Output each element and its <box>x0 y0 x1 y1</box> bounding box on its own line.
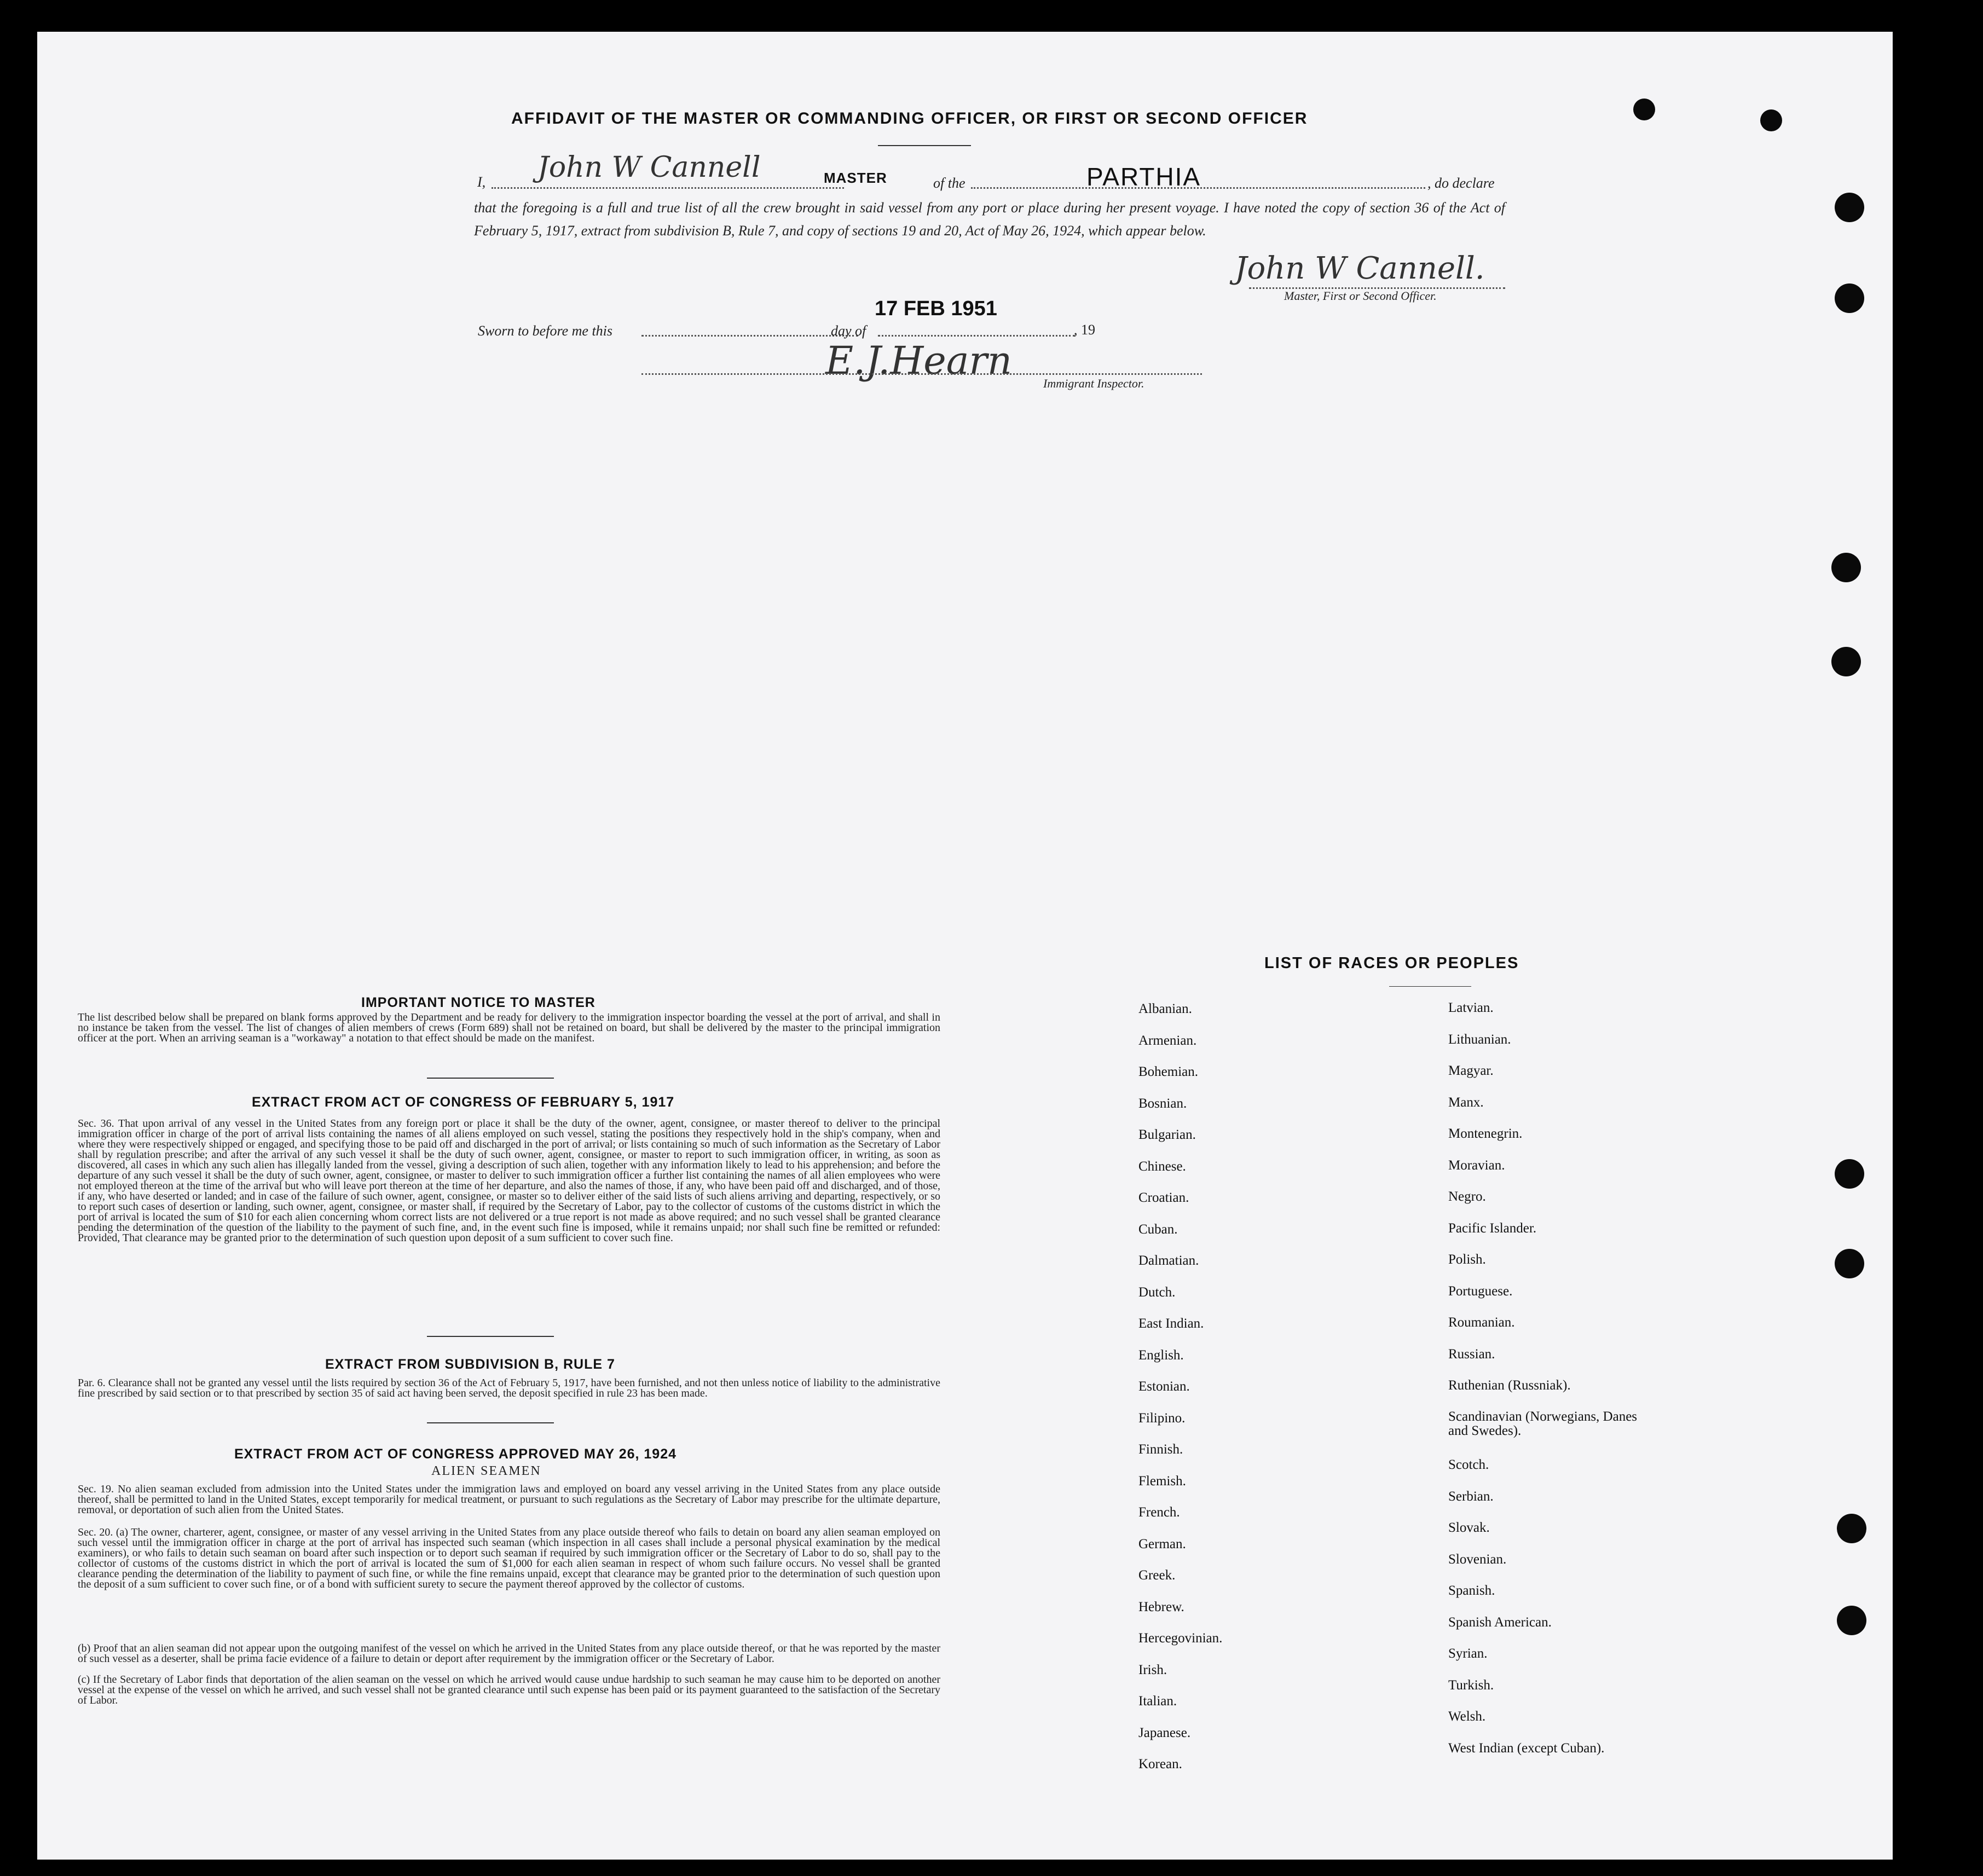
race-item: Armenian. <box>1138 1033 1197 1048</box>
race-item: Filipino. <box>1138 1411 1186 1426</box>
sec-19-text: Sec. 19. No alien seaman excluded from admission into the United States under the immigration laws and employed on board any vessel arriving in the United States from any place outside thereof, shall be permitted to land in the United States, except temporarily for medical treatment, or pursuant to such regulations as the Secretary of Labor may prescribe for the ultimate departure, removal, or deportation of such alien from the United States. <box>78 1483 940 1516</box>
inspector-signature: E.J.Hearn <box>825 338 1012 383</box>
divider <box>878 145 971 146</box>
race-item: Ruthenian (Russniak). <box>1448 1378 1571 1393</box>
punch-hole <box>1831 647 1861 676</box>
extract-1917-title: EXTRACT FROM ACT OF CONGRESS OF FEBRUARY 5, 1917 <box>252 1095 675 1110</box>
race-item: English. <box>1138 1348 1184 1363</box>
race-item: Cuban. <box>1138 1222 1178 1237</box>
race-item: Russian. <box>1448 1347 1495 1362</box>
race-item: Greek. <box>1138 1568 1176 1583</box>
race-item: Finnish. <box>1138 1442 1183 1457</box>
master-name-handwriting: John W Cannell <box>537 151 761 184</box>
divider <box>1389 986 1471 987</box>
race-item: Polish. <box>1448 1252 1486 1267</box>
race-item: Bulgarian. <box>1138 1127 1196 1142</box>
notice-title: IMPORTANT NOTICE TO MASTER <box>361 995 596 1010</box>
vessel-name: PARTHIA <box>1086 163 1201 191</box>
races-title: LIST OF RACES OR PEOPLES <box>1264 954 1519 972</box>
master-caption: Master, First or Second Officer. <box>1284 289 1437 303</box>
sworn-line <box>641 335 858 337</box>
sworn-label: Sworn to before me this <box>478 323 613 339</box>
race-item: Estonian. <box>1138 1379 1190 1394</box>
race-item: Bosnian. <box>1138 1096 1187 1111</box>
race-item: Slovenian. <box>1448 1552 1507 1567</box>
punch-hole <box>1835 283 1864 313</box>
race-item: Albanian. <box>1138 1001 1192 1016</box>
inspector-caption: Immigrant Inspector. <box>1043 377 1144 390</box>
race-item: Slovak. <box>1448 1520 1490 1535</box>
race-item: Latvian. <box>1448 1000 1494 1015</box>
punch-hole <box>1837 1514 1866 1543</box>
document-sheet <box>37 32 1893 1860</box>
race-item: Chinese. <box>1138 1159 1186 1174</box>
race-item: Negro. <box>1448 1189 1486 1204</box>
race-item: West Indian (except Cuban). <box>1448 1741 1605 1756</box>
punch-hole <box>1835 1249 1864 1278</box>
race-item: Flemish. <box>1138 1474 1186 1489</box>
race-item: French. <box>1138 1505 1180 1520</box>
name-line <box>492 187 844 189</box>
race-item: Welsh. <box>1448 1709 1486 1724</box>
affidavit-i: I, <box>477 174 486 190</box>
race-item: Hebrew. <box>1138 1600 1184 1614</box>
day-line <box>878 335 1075 337</box>
race-item: Spanish American. <box>1448 1615 1552 1630</box>
race-item: Serbian. <box>1448 1489 1494 1504</box>
sec-20c-text: (c) If the Secretary of Labor finds that deportation of the alien seaman on the vessel on which he arrived would cause undue hardship to such seaman he may cause him to be deported on another vessel at the expense of the vessel on which he arrived, and such vessel shall not be granted clearance until such expense has been paid or its payment guaranteed to the satisfaction of the Secretary of Labor. <box>78 1674 940 1706</box>
race-item: Spanish. <box>1448 1583 1495 1598</box>
race-item: Pacific Islander. <box>1448 1221 1537 1236</box>
race-item: Montenegrin. <box>1448 1126 1523 1141</box>
race-item: East Indian. <box>1138 1316 1204 1331</box>
of-the-label: of the <box>933 175 966 191</box>
alien-seamen-subtitle: ALIEN SEAMEN <box>431 1464 541 1478</box>
sec-20a-text: Sec. 20. (a) The owner, charterer, agent, consignee, or master of any vessel arriving in the United States from any place outside thereof who fails to detain on board any alien seaman employed on such vessel until the immigration officer in charge at the port of arrival has inspected such seaman (which inspection in all cases shall include a personal physical examination by the medical examiners), or who fails to detain such seaman on board after such inspection or to deport such seaman if required by such immigration officer or the Secretary of Labor to do so, shall pay to the collector of customs of the customs district in which the port of arrival is located the sum of $1,000 for each alien seaman in respect of whom such failure occurs. No vessel shall be granted clearance pending the determination of the liability to payment of such fine, or while the fine remains unpaid, except that clearance may be granted prior to the determination of such question upon the deposit of a sum sufficient to cover such fine, or of a bond with sufficient surety to secure the payment thereof approved by the collector of customs. <box>78 1526 940 1590</box>
race-item: Bohemian. <box>1138 1064 1199 1079</box>
race-item: Korean. <box>1138 1757 1182 1771</box>
divider <box>427 1336 554 1337</box>
rank-stamp: MASTER <box>824 170 887 186</box>
race-item: Dalmatian. <box>1138 1253 1199 1268</box>
do-declare: , do declare <box>1427 175 1495 191</box>
extract-1924-title: EXTRACT FROM ACT OF CONGRESS APPROVED MAY 26, 1924 <box>234 1446 677 1462</box>
race-item: Japanese. <box>1138 1726 1191 1740</box>
race-item: Irish. <box>1138 1663 1167 1677</box>
divider <box>427 1078 554 1079</box>
punch-hole <box>1831 553 1861 582</box>
punch-hole <box>1835 1159 1864 1189</box>
race-item: Scandinavian (Norwegians, Danes and Swedes). <box>1448 1409 1638 1438</box>
notice-text: The list described below shall be prepared on blank forms approved by the Department and be ready for delivery to the immigration inspector boarding the vessel at the port of arrival, and shall in no instance be taken from the vessel. The list of changes of alien members of crews (Form 689) shall not be retained on board, but shall be delivered by the master to the principal immigration officer at the port. When an arriving seaman is a "workaway" a notation to that effect should be made on the manifest. <box>78 1011 940 1044</box>
race-item: Croatian. <box>1138 1190 1189 1205</box>
date-stamp: 17 FEB 1951 <box>875 297 997 320</box>
race-item: Hercegovinian. <box>1138 1631 1223 1646</box>
sec-20b-text: (b) Proof that an alien seaman did not appear upon the outgoing manifest of the vessel on which he arrived in the United States from any place outside thereof, or that he was reported by the master of such vessel as a deserter, shall be prima facie evidence of a failure to detain or deport after requirement by the immigration officer or the Secretary of Labor. <box>78 1642 940 1665</box>
extract-1917-text: Sec. 36. That upon arrival of any vessel in the United States from any foreign port or place it shall be the duty of the owner, agent, consignee, or master thereof to deliver to the principal immigration officer in charge of the port of arrival lists containing the names of all aliens employed on such vessel, stating the positions they respectively hold in the ship's company, when and where they were respectively shipped or engaged, and specifying those to be paid off and discharged in the port of arrival; or lists containing so much of such information as the Secretary of Labor shall by regulation prescribe; and after the arrival of any such vessel it shall be the duty of such owner, agent, consignee, or master to report to such immigration officer, in writing, as soon as discovered, all cases in which any such alien has illegally landed from the vessel, giving a description of such alien, together with any information likely to lead to his apprehension; and before the departure of any such vessel it shall be the duty of such owner, agent, consignee, or master to deliver to such immigration officer a further list containing the names of all alien employees who were not employed thereon at the time of the arrival but who will leave port thereon at the time of her departure, and also the names of those, if any, who have been paid off and discharged, and of those, if any, who have deserted or landed; and in case of the failure of such owner, agent, consignee, or master so to deliver either of the said lists of such aliens arriving and departing, respectively, or so to report such cases of desertion or landing, such owner, agent, consignee, or master shall, if required by the Secretary of Labor, pay to the collector of customs of the customs district in which the port of arrival is located the sum of $10 for each alien concerning whom correct lists are not delivered or a true report is not made as above required; and no such vessel shall be granted clearance pending the determination of the question of the liability to the payment of such fine, and, in the event such fine is imposed, while it remains unpaid; nor shall such fine be remitted or refunded: Provided, That clearance may be granted prior to the determination of such question upon deposit of a sum sufficient to cover such fine. <box>78 1118 940 1244</box>
race-item: Roumanian. <box>1448 1315 1515 1330</box>
punch-hole <box>1835 193 1864 222</box>
extract-rule7-title: EXTRACT FROM SUBDIVISION B, RULE 7 <box>325 1357 615 1372</box>
extract-rule7-text: Par. 6. Clearance shall not be granted any vessel until the lists required by section 36 of the Act of February 5, 1917, have been furnished, and not then unless notice of liability to the administrative fine prescribed by said section or to that prescribed by section 35 of said act having been served, the deposit specified in rule 23 has been made. <box>78 1377 940 1399</box>
race-item: Lithuanian. <box>1448 1032 1511 1047</box>
master-signature: John W Cannell. <box>1235 251 1485 286</box>
divider <box>427 1422 554 1423</box>
race-item: Syrian. <box>1448 1646 1488 1661</box>
race-item: German. <box>1138 1537 1186 1551</box>
punch-hole <box>1837 1606 1866 1635</box>
race-item: Dutch. <box>1138 1285 1176 1300</box>
race-item: Scotch. <box>1448 1457 1489 1472</box>
race-item: Turkish. <box>1448 1678 1494 1693</box>
punch-hole <box>1760 109 1782 131</box>
punch-hole <box>1633 99 1655 120</box>
affidavit-text: that the foregoing is a full and true list of all the crew brought in said vessel from any port or place during her present voyage. I have noted the copy of section 36 of the Act of February 5, 1917, extract from subdivision B, Rule 7, and copy of sections 19 and 20, Act of May 26, 1924, which appear below. <box>474 200 1505 239</box>
year-prefix: , 19 <box>1074 322 1095 338</box>
affidavit-title: AFFIDAVIT OF THE MASTER OR COMMANDING OFFICER, OR FIRST OR SECOND OFFICER <box>511 109 1308 128</box>
day-of-label: day of <box>831 323 866 339</box>
race-item: Magyar. <box>1448 1063 1494 1078</box>
inspector-line <box>641 373 1202 375</box>
race-item: Portuguese. <box>1448 1284 1513 1299</box>
race-item: Moravian. <box>1448 1158 1505 1173</box>
race-item: Manx. <box>1448 1095 1484 1110</box>
race-item: Italian. <box>1138 1694 1177 1709</box>
